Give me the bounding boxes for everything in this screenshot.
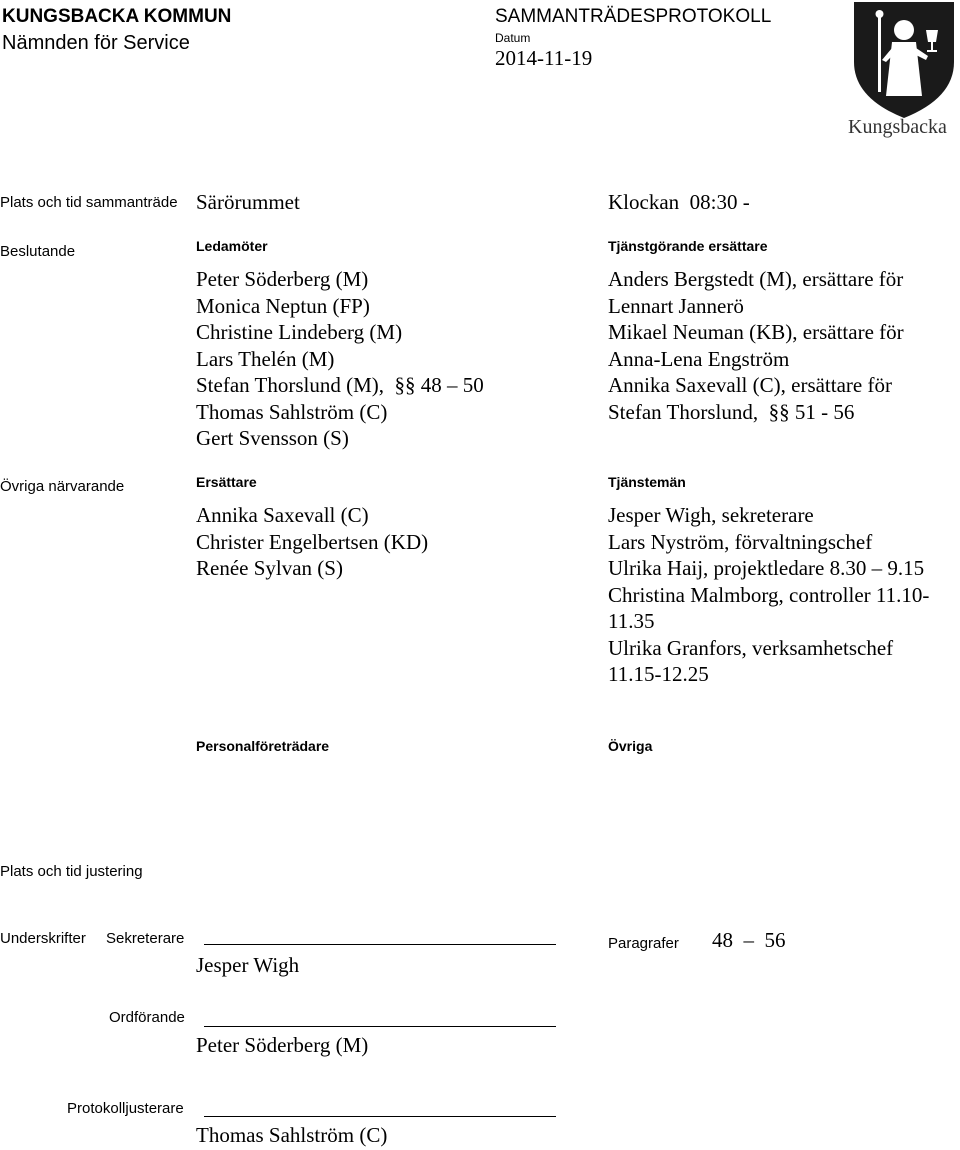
secretary-signature-line: [204, 944, 556, 945]
list-item: Renée Sylvan (S): [196, 556, 343, 580]
adjustment-place-time-label: Plats och tid justering: [0, 863, 143, 880]
meeting-time: Klockan 08:30 -: [608, 190, 750, 214]
chair-label: Ordförande: [109, 1009, 185, 1026]
substitutes-list: [608, 266, 904, 425]
adjuster-name: Thomas Sahlström (C): [196, 1123, 388, 1147]
list-item: Ulrika Haij, projektledare 8.30 – 9.15: [608, 556, 925, 580]
municipality-logo: [848, 0, 960, 150]
list-item: Annika Saxevall (C), ersättare för: [608, 373, 892, 397]
place-time-label: Plats och tid sammanträde: [0, 194, 178, 211]
document-type: SAMMANTRÄDESPROTOKOLL: [495, 6, 772, 27]
members-heading: Ledamöter: [196, 238, 268, 254]
others-present-label: Övriga närvarande: [0, 478, 125, 495]
adjuster-signature-line: [204, 1116, 556, 1117]
list-item: Christine Lindeberg (M): [196, 320, 403, 344]
list-item: Mikael Neuman (KB), ersättare för: [608, 320, 904, 344]
list-item: Christer Engelbertsen (KD): [196, 529, 429, 554]
other-attendees-heading: Övriga: [608, 738, 653, 754]
list-item: Stefan Thorslund (M), §§ 48 – 50: [196, 373, 484, 397]
deputies-heading: Ersättare: [196, 474, 257, 490]
meeting-date: 2014-11-19: [495, 46, 593, 70]
officials-heading: Tjänstemän: [608, 474, 686, 490]
meeting-place: Särörummet: [196, 190, 300, 214]
staff-representatives-heading: Personalföreträdare: [196, 738, 330, 754]
logo-wordmark: Kungsbacka: [848, 116, 947, 138]
paragraphs-label: Paragrafer: [608, 935, 679, 952]
secretary-name: Jesper Wigh: [196, 953, 300, 977]
list-item: Anders Bergstedt (M), ersättare för: [608, 267, 904, 291]
list-item: Anna-Lena Engström: [608, 346, 790, 371]
members-list: [196, 266, 484, 452]
paragraphs-value: 48 – 56: [712, 928, 786, 952]
list-item: Jesper Wigh, sekreterare: [608, 503, 814, 527]
chair-signature-line: [204, 1026, 556, 1027]
secretary-label: Sekreterare: [106, 930, 185, 947]
list-item: Gert Svensson (S): [196, 426, 349, 450]
list-item: Annika Saxevall (C): [196, 503, 369, 527]
substitutes-heading: Tjänstgörande ersättare: [608, 238, 768, 254]
organization-name: KUNGSBACKA KOMMUN: [2, 6, 232, 27]
list-item: Lennart Jannerö: [608, 293, 744, 318]
list-item: Lars Thelén (M): [196, 346, 335, 371]
list-item: Peter Söderberg (M): [196, 267, 369, 291]
list-item: 11.35: [608, 609, 655, 633]
signatures-label: Underskrifter: [0, 930, 86, 947]
officials-list: [608, 502, 929, 688]
list-item: Monica Neptun (FP): [196, 293, 370, 318]
adjusters-label: Protokolljusterare: [67, 1100, 184, 1117]
list-item: 11.15-12.25: [608, 662, 709, 686]
list-item: Stefan Thorslund, §§ 51 - 56: [608, 399, 855, 424]
list-item: Ulrika Granfors, verksamhetschef: [608, 635, 894, 660]
date-label: Datum: [495, 31, 531, 45]
chair-name: Peter Söderberg (M): [196, 1033, 369, 1057]
list-item: Christina Malmborg, controller 11.10-: [608, 582, 930, 607]
committee-name: Nämnden för Service: [2, 32, 190, 54]
decision-makers-label: Beslutande: [0, 243, 76, 260]
deputies-list: [196, 502, 428, 582]
list-item: Thomas Sahlström (C): [196, 399, 388, 424]
list-item: Lars Nyström, förvaltningschef: [608, 529, 873, 554]
coat-of-arms-icon: [848, 0, 960, 120]
